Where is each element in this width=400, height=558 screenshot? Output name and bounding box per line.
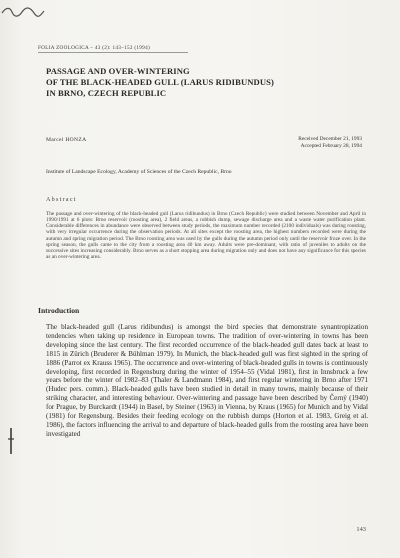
abstract-heading: Abstract xyxy=(46,196,77,203)
accepted-date: Accepted February 28, 1994 xyxy=(300,143,362,150)
introduction-text: The black-headed gull (Larus ridibundus) is amongst the bird species that demonstrate synantropization tendencies when taking up residence in European towns. The tradition of over-wintering in towns has been developing since the last century. The first recorded occurrence of the black-headed gull dates back at least to 1815 in Zürich (Bruderer & Bühlman 1979). In Munich, the black-headed gull was first sighted in the spring of 1886 (Parrot ex Krauss 1965). The occurrence and over-wintering of black-headed gulls in towns is continuously developing, first recorded in Regensburg during the winter of 1954–55 (Vidal 1981), first in Innsbruck a few years before the winter of 1982–83 (Thaler & Landmann 1984), and first regular wintering in Brno after 1971 (Hudec pers. comm.). Black-headed gulls have been studied in detail in many towns, mainly because of their striking character, and interesting behaviour. Over-wintering and passage have been described by Černý (1940) for Prague, by Burckardt (1944) in Basel, by Steiner (1963) in Vienna, by Kraus (1965) for Munich and by Vidal (1981) for Regensburg. Besides their feeding ecology on the rubbish dumps (Horton et al. 1983, Greig et al. 1986), the factors influencing the arrival to and departure of black-headed gulls from the roosting area have been investigated xyxy=(46,323,368,438)
journal-citation: FOLIA ZOOLOGICA – 43 (2): 143–152 (1994) xyxy=(38,45,188,53)
page-number: 143 xyxy=(356,526,366,533)
title-line: PASSAGE AND OVER-WINTERING xyxy=(46,66,190,76)
title-line: OF THE BLACK-HEADED GULL (LARUS RIDIBUNDUS) xyxy=(46,76,275,87)
received-date: Received December 21, 1993 xyxy=(298,136,362,142)
margin-mark-icon xyxy=(7,426,15,456)
article-title xyxy=(46,66,346,98)
author-name: Marcel HONZA xyxy=(46,137,87,143)
received-dates xyxy=(242,136,362,150)
title-line: IN BRNO, CZECH REPUBLIC xyxy=(46,87,167,98)
abstract-text: The passage and over-wintering of the black-headed gull (Larus ridibundus) in Brno (Czech Republic) were studied between November and April in 1990/1991 at 6 plots: Brno reservoir (roosting area), 2 field areas, a rubbish dump, sewage discharge area and a waste water purification plant. Considerable differences in abundance were observed between study periods, the maximum number recorded (2100 individuals) was during roosting, with very irregular occurrence during the observation periods. At all sites except the roosting area, the highest numbers recorded were during the autumn and spring migration period. The Brno roosting area was used by the gulls during the autumn period only until the reservoir froze over. In the spring season, the gulls came to the city from a roosting area 40 km away. Adults were pre-dominant, with ratio of juveniles to adults on the successive sites increasing considerably. Brno serves as a short stopping area during migration only and does not have any significance for this species as an over-wintering area. xyxy=(46,211,366,261)
handwritten-mark-icon xyxy=(0,4,46,22)
introduction-heading: Introduction xyxy=(38,306,80,315)
affiliation: Institute of Landscape Ecology, Academy of Sciences of the Czech Republic, Brno xyxy=(46,169,232,175)
